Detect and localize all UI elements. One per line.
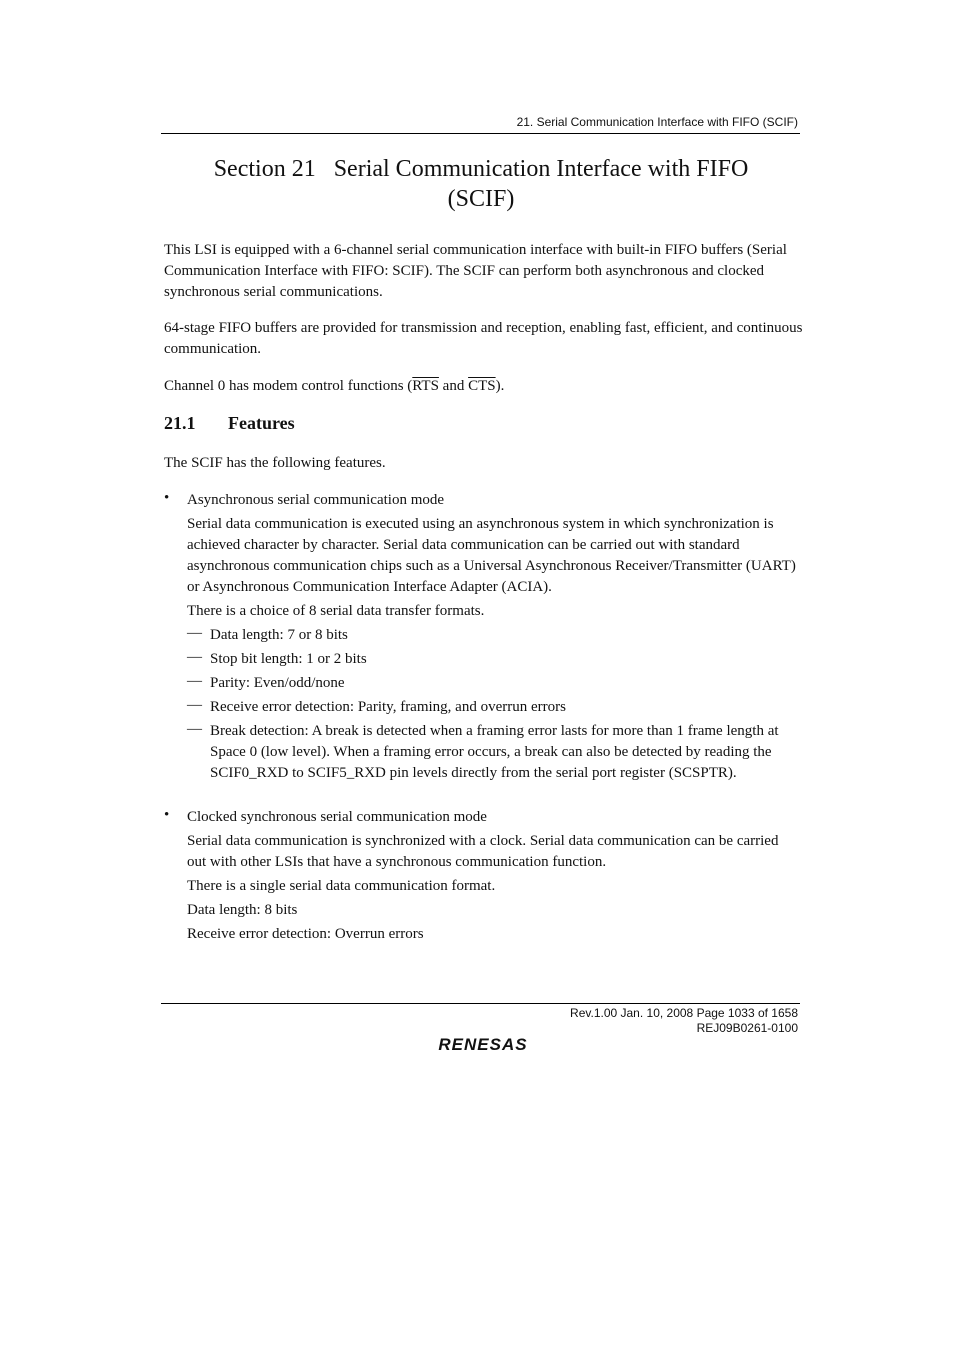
section-title-line2: (SCIF)	[447, 186, 515, 212]
format-item: Break detection: A break is detected when a framing error lasts for more than 1 frame length at Space 0 (low level). When a framing error occurs, a break can also be detected by reading the SCIF0_RXD to SCIF5_RXD pin levels directly from the serial port register (SCSPTR).	[210, 723, 779, 781]
intro-paragraph-3	[164, 376, 804, 397]
dash-marker: —	[187, 697, 202, 713]
footer-doc-code: REJ09B0261-0100	[696, 1021, 798, 1035]
dash-marker: —	[187, 721, 202, 737]
bullet2-error-detection: Receive error detection: Overrun errors	[187, 926, 424, 942]
format-item: Parity: Even/odd/none	[210, 675, 345, 691]
header-rule	[161, 133, 800, 134]
bullet1-choice: There is a choice of 8 serial data transfer formats.	[187, 603, 485, 619]
dash-marker: —	[187, 673, 202, 689]
footer-revision: Rev.1.00 Jan. 10, 2008 Page 1033 of 1658	[570, 1006, 798, 1020]
subsection-number: 21.1	[164, 413, 196, 433]
p3-text-after: ).	[495, 378, 505, 394]
cts-signal: $\overline{CTS}$	[468, 378, 496, 394]
intro-paragraph-2: 64-stage FIFO buffers are provided for transmission and reception, enabling fast, efficient, and continuous communication.	[164, 320, 803, 357]
dash-marker: —	[187, 625, 202, 641]
bullet2-description: Serial data communication is synchronized with a clock. Serial data communication can be carried out with other LSIs that have a synchronous communication function.	[187, 833, 779, 870]
renesas-logo-text: RENESAS	[438, 1035, 528, 1054]
bullet-marker-1: •	[164, 490, 170, 506]
rts-signal: $\overline{RTS}$	[412, 378, 439, 394]
bullet2-title: Clocked synchronous serial communication mode	[187, 809, 487, 825]
bullet2-format: There is a single serial data communication format.	[187, 878, 496, 894]
intro-paragraph-1: This LSI is equipped with a 6-channel serial communication interface with built-in FIFO buffers (Serial Communication Interface with FIFO: SCIF). The SCIF can perform both asynchronous and clocked synchronous serial communications.	[164, 242, 787, 300]
format-item: Data length: 7 or 8 bits	[210, 627, 348, 643]
subsection-heading	[164, 413, 295, 434]
features-intro: The SCIF has the following features.	[164, 455, 386, 471]
bullet1-description: Serial data communication is executed using an asynchronous system in which synchronization is achieved character by character. Serial data communication can be carried out with standard asynchronous communication chips such as a Universal Asynchronous Receiver/Transmitter (UART) or Asynchronous Communication Interface Adapter (ACIA).	[187, 516, 796, 595]
p3-text-and: and	[438, 378, 469, 394]
bullet1-title: Asynchronous serial communication mode	[187, 492, 445, 508]
p3-text-before: Channel 0 has modem control functions (	[164, 378, 413, 394]
section-number: Section 21	[213, 156, 316, 182]
subsection-title: Features	[228, 413, 295, 433]
bullet2-data-length: Data length: 8 bits	[187, 902, 298, 918]
format-item: Receive error detection: Parity, framing, and overrun errors	[210, 699, 566, 715]
dash-marker: —	[187, 649, 202, 665]
section-title	[162, 154, 800, 214]
bullet-marker-2: •	[164, 807, 170, 823]
format-item: Stop bit length: 1 or 2 bits	[210, 651, 367, 667]
footer-rule	[161, 1003, 800, 1004]
running-header: 21. Serial Communication Interface with FIFO (SCIF)	[516, 115, 798, 129]
renesas-logo	[424, 1034, 542, 1054]
section-title-line1: Serial Communication Interface with FIFO	[333, 156, 749, 182]
